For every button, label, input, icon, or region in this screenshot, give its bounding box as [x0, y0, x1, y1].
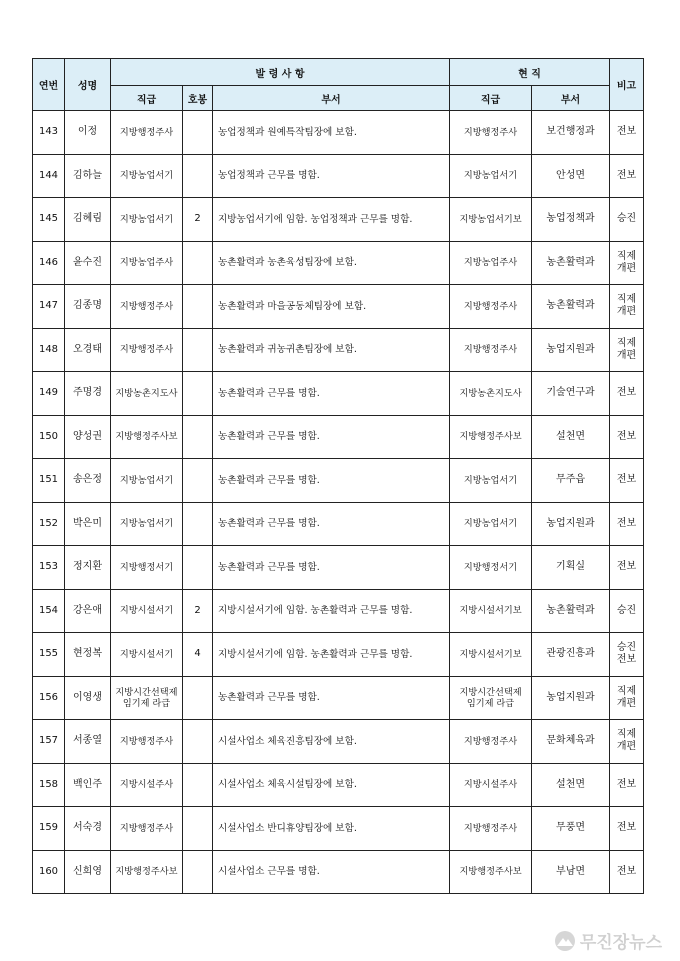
issued-rank: 지방농업주사: [111, 241, 183, 285]
current-department: 보건행정과: [532, 111, 610, 155]
appointment-order: 농촌활력과 귀농귀촌팀장에 보함.: [213, 328, 450, 372]
person-name: 주명경: [65, 372, 111, 416]
appointment-order: 농촌활력과 근무를 명함.: [213, 676, 450, 720]
current-department: 농촌활력과: [532, 589, 610, 633]
pay-step: [183, 720, 213, 764]
remark: 전보: [610, 111, 644, 155]
remark: 전보: [610, 372, 644, 416]
issued-rank: 지방행정주사: [111, 720, 183, 764]
row-number: 149: [33, 372, 65, 416]
person-name: 이영생: [65, 676, 111, 720]
personnel-table: [32, 58, 644, 894]
appointment-order: 농촌활력과 마을공동체팀장에 보함.: [213, 285, 450, 329]
row-number: 157: [33, 720, 65, 764]
pay-step: [183, 459, 213, 503]
person-name: 김하늘: [65, 154, 111, 198]
table-row: [33, 850, 644, 894]
pay-step: 4: [183, 633, 213, 677]
appointment-order: 지방시설서기에 임함. 농촌활력과 근무를 명함.: [213, 633, 450, 677]
remark: 전보: [610, 850, 644, 894]
current-rank: 지방농업서기보: [450, 198, 532, 242]
appointment-order: 시설사업소 근무를 명함.: [213, 850, 450, 894]
remark: 전보: [610, 807, 644, 851]
row-number: 153: [33, 546, 65, 590]
person-name: 서종열: [65, 720, 111, 764]
person-name: 김종명: [65, 285, 111, 329]
table-row: [33, 589, 644, 633]
header-row-1: [33, 59, 644, 86]
issued-rank: 지방행정주사: [111, 807, 183, 851]
remark: 승진: [610, 589, 644, 633]
row-number: 151: [33, 459, 65, 503]
watermark: [554, 928, 662, 953]
current-department: 부남면: [532, 850, 610, 894]
table-row: [33, 111, 644, 155]
current-department: 농업지원과: [532, 502, 610, 546]
remark: 전보: [610, 502, 644, 546]
pay-step: [183, 807, 213, 851]
header-seq: 연번: [33, 59, 65, 111]
pay-step: [183, 154, 213, 198]
row-number: 159: [33, 807, 65, 851]
header-issue-rank: 직급: [111, 86, 183, 111]
person-name: 오경태: [65, 328, 111, 372]
table-row: [33, 415, 644, 459]
issued-rank: 지방시설서기: [111, 589, 183, 633]
remark: 전보: [610, 763, 644, 807]
remark: 전보: [610, 459, 644, 503]
current-rank: 지방농업서기: [450, 459, 532, 503]
row-number: 143: [33, 111, 65, 155]
issued-rank: 지방시설서기: [111, 633, 183, 677]
header-issue-dept: 부서: [213, 86, 450, 111]
table-row: [33, 154, 644, 198]
current-department: 설천면: [532, 415, 610, 459]
pay-step: 2: [183, 589, 213, 633]
current-department: 관광진흥과: [532, 633, 610, 677]
current-rank: 지방행정주사: [450, 111, 532, 155]
pay-step: [183, 328, 213, 372]
issued-rank: 지방행정주사보: [111, 850, 183, 894]
table-row: [33, 328, 644, 372]
table-row: [33, 546, 644, 590]
appointment-order: 농촌활력과 근무를 명함.: [213, 459, 450, 503]
person-name: 이정: [65, 111, 111, 155]
appointment-order: 농촌활력과 근무를 명함.: [213, 415, 450, 459]
current-department: 농촌활력과: [532, 241, 610, 285]
row-number: 158: [33, 763, 65, 807]
current-department: 무풍면: [532, 807, 610, 851]
pay-step: [183, 111, 213, 155]
pay-step: [183, 285, 213, 329]
appointment-order: 지방시설서기에 임함. 농촌활력과 근무를 명함.: [213, 589, 450, 633]
appointment-order: 농촌활력과 농촌육성팀장에 보함.: [213, 241, 450, 285]
person-name: 정지환: [65, 546, 111, 590]
row-number: 150: [33, 415, 65, 459]
current-rank: 지방행정주사보: [450, 415, 532, 459]
person-name: 박은미: [65, 502, 111, 546]
appointment-order: 농촌활력과 근무를 명함.: [213, 372, 450, 416]
person-name: 서숙경: [65, 807, 111, 851]
appointment-order: 지방농업서기에 임함. 농업정책과 근무를 명함.: [213, 198, 450, 242]
remark: 승진: [610, 198, 644, 242]
current-department: 농업정책과: [532, 198, 610, 242]
current-rank: 지방행정주사: [450, 720, 532, 764]
table-row: [33, 198, 644, 242]
appointment-order: 농업정책과 원예특작팀장에 보함.: [213, 111, 450, 155]
current-department: 안성면: [532, 154, 610, 198]
table-row: [33, 285, 644, 329]
person-name: 신희영: [65, 850, 111, 894]
person-name: 백인주: [65, 763, 111, 807]
issued-rank: 지방농업서기: [111, 459, 183, 503]
current-department: 농업지원과: [532, 328, 610, 372]
current-rank: 지방시설주사: [450, 763, 532, 807]
current-rank: 지방행정주사: [450, 328, 532, 372]
table-row: [33, 720, 644, 764]
issued-rank: 지방시설주사: [111, 763, 183, 807]
header-issue-step: 호봉: [183, 86, 213, 111]
table-row: [33, 241, 644, 285]
header-current-dept: 부서: [532, 86, 610, 111]
remark: 직제 개편: [610, 328, 644, 372]
row-number: 144: [33, 154, 65, 198]
issued-rank: 지방시간선택제 임기제 라급: [111, 676, 183, 720]
pay-step: [183, 763, 213, 807]
appointment-order: 농촌활력과 근무를 명함.: [213, 502, 450, 546]
issued-rank: 지방행정주사: [111, 285, 183, 329]
current-rank: 지방행정주사보: [450, 850, 532, 894]
header-current-rank: 직급: [450, 86, 532, 111]
pay-step: 2: [183, 198, 213, 242]
remark: 직제 개편: [610, 241, 644, 285]
remark: 전보: [610, 415, 644, 459]
current-rank: 지방농업서기: [450, 154, 532, 198]
issued-rank: 지방행정주사: [111, 328, 183, 372]
table-body: [33, 111, 644, 894]
table-row: [33, 633, 644, 677]
person-name: 현정복: [65, 633, 111, 677]
current-department: 설천면: [532, 763, 610, 807]
issued-rank: 지방행정주사: [111, 111, 183, 155]
remark: 직제 개편: [610, 285, 644, 329]
appointment-order: 시설사업소 체육시설팀장에 보함.: [213, 763, 450, 807]
issued-rank: 지방행정서기: [111, 546, 183, 590]
remark: 직제 개편: [610, 676, 644, 720]
current-rank: 지방시간선택제 임기제 라급: [450, 676, 532, 720]
issued-rank: 지방농촌지도사: [111, 372, 183, 416]
remark: 직제 개편: [610, 720, 644, 764]
row-number: 155: [33, 633, 65, 677]
issued-rank: 지방농업서기: [111, 154, 183, 198]
issued-rank: 지방농업서기: [111, 502, 183, 546]
table-row: [33, 459, 644, 503]
pay-step: [183, 676, 213, 720]
current-rank: 지방시설서기보: [450, 589, 532, 633]
header-issue-group: 발 령 사 항: [111, 59, 450, 86]
current-rank: 지방시설서기보: [450, 633, 532, 677]
current-department: 무주읍: [532, 459, 610, 503]
row-number: 154: [33, 589, 65, 633]
table-row: [33, 763, 644, 807]
current-rank: 지방농업서기: [450, 502, 532, 546]
header-remark: 비고: [610, 59, 644, 111]
table-row: [33, 502, 644, 546]
pay-step: [183, 415, 213, 459]
remark: 승진 전보: [610, 633, 644, 677]
current-rank: 지방농업주사: [450, 241, 532, 285]
row-number: 152: [33, 502, 65, 546]
pay-step: [183, 546, 213, 590]
header-current-group: 현 직: [450, 59, 610, 86]
issued-rank: 지방농업서기: [111, 198, 183, 242]
current-department: 기술연구과: [532, 372, 610, 416]
person-name: 윤수진: [65, 241, 111, 285]
row-number: 148: [33, 328, 65, 372]
person-name: 강은애: [65, 589, 111, 633]
row-number: 147: [33, 285, 65, 329]
row-number: 145: [33, 198, 65, 242]
row-number: 160: [33, 850, 65, 894]
remark: 전보: [610, 546, 644, 590]
current-rank: 지방행정주사: [450, 807, 532, 851]
current-department: 문화체육과: [532, 720, 610, 764]
appointment-order: 농업정책과 근무를 명함.: [213, 154, 450, 198]
current-rank: 지방행정주사: [450, 285, 532, 329]
watermark-text: 무진장뉴스: [579, 933, 662, 953]
pay-step: [183, 502, 213, 546]
appointment-order: 농촌활력과 근무를 명함.: [213, 546, 450, 590]
table-row: [33, 676, 644, 720]
table-row: [33, 372, 644, 416]
pay-step: [183, 850, 213, 894]
current-department: 농촌활력과: [532, 285, 610, 329]
pay-step: [183, 372, 213, 416]
issued-rank: 지방행정주사보: [111, 415, 183, 459]
current-rank: 지방행정서기: [450, 546, 532, 590]
appointment-order: 시설사업소 반디휴양팀장에 보함.: [213, 807, 450, 851]
table-row: [33, 807, 644, 851]
mountain-logo-icon: [554, 930, 576, 952]
current-department: 기획실: [532, 546, 610, 590]
person-name: 송은정: [65, 459, 111, 503]
current-rank: 지방농촌지도사: [450, 372, 532, 416]
person-name: 김혜림: [65, 198, 111, 242]
current-department: 농업지원과: [532, 676, 610, 720]
remark: 전보: [610, 154, 644, 198]
pay-step: [183, 241, 213, 285]
appointment-order: 시설사업소 체육진흥팀장에 보함.: [213, 720, 450, 764]
person-name: 양성권: [65, 415, 111, 459]
row-number: 156: [33, 676, 65, 720]
row-number: 146: [33, 241, 65, 285]
header-row-2: [33, 86, 644, 111]
header-name: 성명: [65, 59, 111, 111]
